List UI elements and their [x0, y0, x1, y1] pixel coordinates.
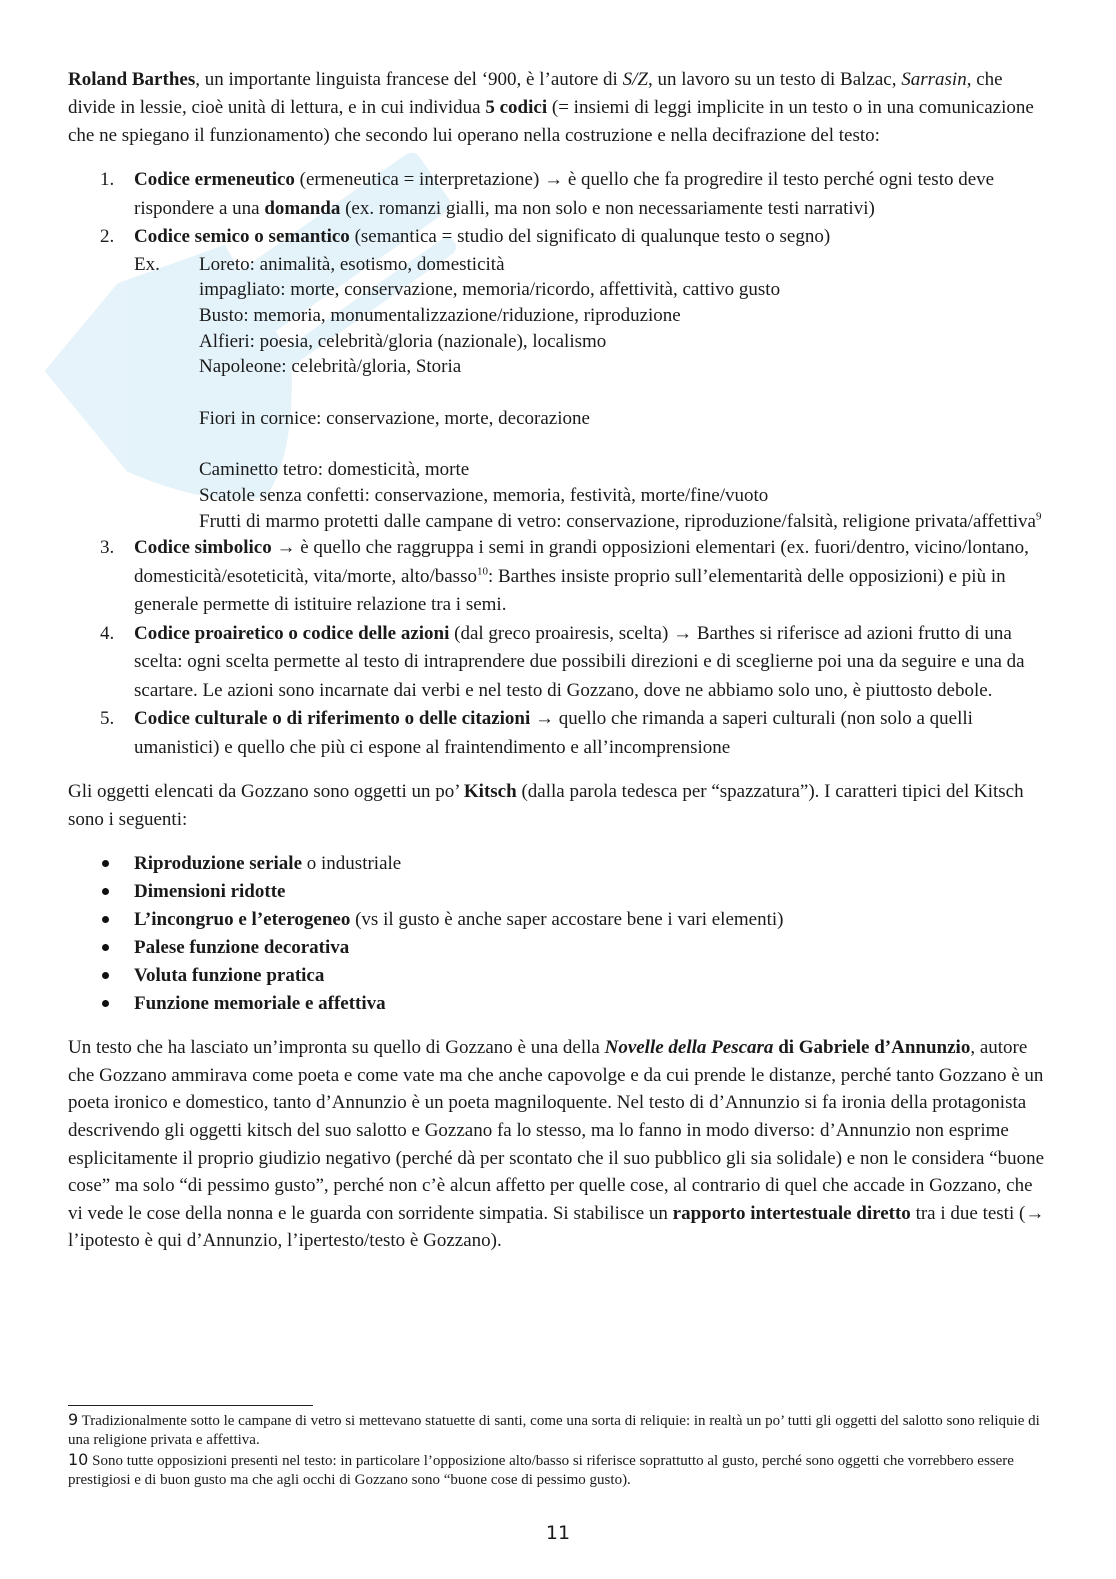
- trait-label: Riproduzione seriale: [134, 853, 303, 875]
- example-line: Alfieri: poesia, celebrità/gloria (nazionale), localismo: [199, 330, 607, 352]
- examples-block: [68, 252, 1048, 535]
- intro-text-4: (= insiemi di leggi implicite in un testo o in una comunicazione che ne spiegano il funzionamento) che secondo lui operano nella costruzione e nella decifrazione del testo:: [68, 97, 1034, 146]
- arrow-icon: →: [276, 537, 296, 559]
- sarrasin-title: Sarrasin: [901, 69, 967, 90]
- novelle-title: Novelle della Pescara: [604, 1037, 774, 1059]
- code-text: quello che rimanda a saperi culturali (non solo a quelli umanistici) e quello che più ci espone al fraintendimento e all’incomprensione: [134, 708, 973, 758]
- code-text: è quello che raggruppa i semi in grandi opposizioni elementari (ex. fuori/dentro, vicino/lontano, domesticità/esoteticità, vita/morte, alto/basso: [134, 537, 1029, 587]
- code-item-1: [68, 166, 1048, 223]
- list-item: [68, 906, 1048, 934]
- closing-text: l’ipotesto è qui d’Annunzio, l’ipertesto/testo è Gozzano).: [68, 1230, 502, 1252]
- bullet-icon: [102, 860, 109, 867]
- footnotes: [68, 1410, 1048, 1490]
- codes-list: [68, 166, 1048, 762]
- code-item-3: [68, 534, 1048, 620]
- footnote-10: [68, 1450, 1048, 1490]
- work-title: S/Z: [622, 69, 648, 90]
- list-number: 4.: [100, 622, 115, 644]
- list-number: 3.: [100, 537, 115, 559]
- trait-label: Palese funzione decorativa: [134, 937, 350, 959]
- footnote-text: Tradizionalmente sotto le campane di vetro si mettevano statuette di santi, come una sorta di reliquie: in realtà un po’ tutti gli oggetti del salotto sono reliquie di una religione privata e affettiva.: [68, 1413, 1040, 1448]
- code-text: : Barthes insiste proprio sull’elementarità delle opposizioni) e più in generale permette di istituire relazione tra i semi.: [134, 565, 1006, 616]
- code-text: (semantica = studio del significato di qualunque testo o segno): [349, 226, 831, 247]
- page-number: 11: [545, 1522, 571, 1544]
- author-reference: di Gabriele d’Annunzio: [773, 1037, 971, 1059]
- footnote-text: Sono tutte opposizioni presenti nel testo: in particolare l’opposizione alto/basso si riferisce soprattutto al gusto, perché sono oggetti che vorrebbero essere prestigiosi e di buon gusto ma che agli occhi di Gozzano sono “buone cose di pessimo gusto).: [68, 1453, 1014, 1488]
- trait-text: o industriale: [302, 853, 402, 875]
- footnote-ref[interactable]: 10: [476, 565, 488, 578]
- list-item: [68, 878, 1048, 906]
- kitsch-paragraph: [68, 778, 1048, 834]
- kitsch-term: Kitsch: [463, 781, 517, 803]
- footnote-separator: [68, 1405, 313, 1406]
- code-keyword: domanda: [264, 197, 341, 219]
- kitsch-traits-list: [68, 850, 1048, 1018]
- closing-text: Un testo che ha lasciato un’impronta su quello di Gozzano è una della: [68, 1037, 605, 1059]
- list-item: [68, 990, 1048, 1018]
- code-title: Codice proairetico o codice delle azioni: [134, 622, 450, 644]
- bullet-icon: [102, 916, 109, 923]
- example-line: Loreto: animalità, esotismo, domesticità: [199, 253, 505, 275]
- author-name: Roland Barthes: [68, 69, 196, 90]
- list-item: [68, 934, 1048, 962]
- example-line: impagliato: morte, conservazione, memoria/ricordo, affettività, cattivo gusto: [199, 279, 781, 301]
- code-text: (ermeneutica = interpretazione): [294, 169, 545, 190]
- code-text: (dal greco proairesis, scelta): [449, 622, 674, 644]
- code-title: Codice ermeneutico: [134, 169, 295, 190]
- list-item: [68, 850, 1048, 878]
- codes-count: 5 codici: [485, 97, 548, 118]
- closing-text: , autore che Gozzano ammirava come poeta e come vate ma che anche capovolge e da cui prende le distanze, perché tanto Gozzano è un poeta ironico e domestico, tanto d’Annunzio è un poeta magniloquente. Nel testo di d’Annunzio si fa ironia della protagonista descrivendo gli oggetti kitsch del suo salotto e Gozzano fa lo stesso, ma lo fanno in modo diverso: d’Annunzio non esprime esplicitamente il proprio giudizio negativo (perché dà per scontato che il suo pubblico gli sia solidale) e non le considera “buone cose” ma solo “di pessimo gusto”, perché non c’è alcun affetto per quelle cose, al contrario di quel che accade in Gozzano, che vi vede le cose della nonna e le guarda con sorridente simpatia. Si stabilisce un: [68, 1037, 1045, 1224]
- footnote-9: [68, 1410, 1048, 1450]
- intro-paragraph: [68, 66, 1048, 150]
- example-line: Busto: memoria, monumentalizzazione/riduzione, riproduzione: [199, 304, 681, 326]
- footnote-ref[interactable]: 9: [1035, 510, 1042, 523]
- intertextual-term: rapporto intertestuale diretto: [672, 1202, 911, 1224]
- trait-label: Funzione memoriale e affettiva: [134, 993, 386, 1015]
- code-item-2: [68, 223, 1048, 534]
- closing-text: tra i due testi (: [910, 1202, 1026, 1224]
- bullet-icon: [102, 972, 109, 979]
- examples-label: Ex.: [134, 253, 160, 275]
- arrow-icon: →: [1025, 1202, 1045, 1224]
- example-text: Frutti di marmo protetti dalle campane di vetro: conservazione, riproduzione/falsità, religione privata/affettiva: [199, 510, 1036, 532]
- example-line: Caminetto tetro: domesticità, morte: [199, 459, 470, 481]
- bullet-icon: [102, 1000, 109, 1007]
- kitsch-text: (dalla parola tedesca per “spazzatura”). I caratteri tipici del Kitsch sono i seguenti:: [68, 781, 1024, 831]
- code-item-4: [68, 620, 1048, 706]
- code-title: Codice semico o semantico: [134, 226, 350, 247]
- footnote-number: 9: [68, 1410, 79, 1429]
- code-title: Codice culturale o di riferimento o delle citazioni: [134, 708, 531, 730]
- example-spacer: [199, 380, 1048, 406]
- example-spacer: [199, 431, 1048, 457]
- code-text: Barthes si riferisce ad azioni frutto di una scelta: ogni scelta permette al testo di intraprendere due possibili direzioni e di sceglierne poi una da seguire e una da scartare. Le azioni sono incarnate dai verbi e nel testo di Gozzano, dove ne abbiamo solo uno, è piuttosto debole.: [134, 622, 1025, 701]
- code-title: Codice simbolico: [134, 537, 272, 559]
- arrow-icon: →: [544, 169, 564, 190]
- trait-label: L’incongruo e l’eterogeneo: [134, 909, 351, 931]
- document-page: [68, 66, 1048, 1255]
- bullet-icon: [102, 944, 109, 951]
- trait-label: Voluta funzione pratica: [134, 965, 325, 987]
- kitsch-text: Gli oggetti elencati da Gozzano sono oggetti un po’: [68, 781, 464, 803]
- intro-text-1: , un importante linguista francese del ‘900, è l’autore di: [195, 69, 623, 90]
- example-line: Napoleone: celebrità/gloria, Storia: [199, 356, 462, 378]
- closing-paragraph: [68, 1034, 1048, 1255]
- example-line: Scatole senza confetti: conservazione, memoria, festività, morte/fine/vuoto: [199, 484, 769, 506]
- trait-text: (vs il gusto è anche saper accostare bene i vari elementi): [350, 909, 784, 931]
- code-item-5: [68, 705, 1048, 762]
- footnote-number: 10: [68, 1450, 89, 1469]
- intro-text-3: , che divide in lessie, cioè unità di lettura, e in cui individua: [68, 69, 1003, 118]
- example-line: [199, 509, 1048, 535]
- arrow-icon: →: [673, 622, 693, 644]
- intro-text-2: , un lavoro su un testo di Balzac,: [647, 69, 902, 90]
- code-text: è quello che fa progredire il testo perché ogni testo deve rispondere a una: [134, 169, 995, 219]
- code-text: (ex. romanzi gialli, ma non solo e non necessariamente testi narrativi): [340, 197, 875, 219]
- example-line: Fiori in cornice: conservazione, morte, decorazione: [199, 407, 590, 429]
- bullet-icon: [102, 888, 109, 895]
- arrow-icon: →: [535, 708, 555, 730]
- list-item: [68, 962, 1048, 990]
- trait-label: Dimensioni ridotte: [134, 881, 286, 903]
- list-number: 1.: [100, 169, 115, 190]
- list-number: 5.: [100, 708, 115, 730]
- list-number: 2.: [100, 226, 115, 247]
